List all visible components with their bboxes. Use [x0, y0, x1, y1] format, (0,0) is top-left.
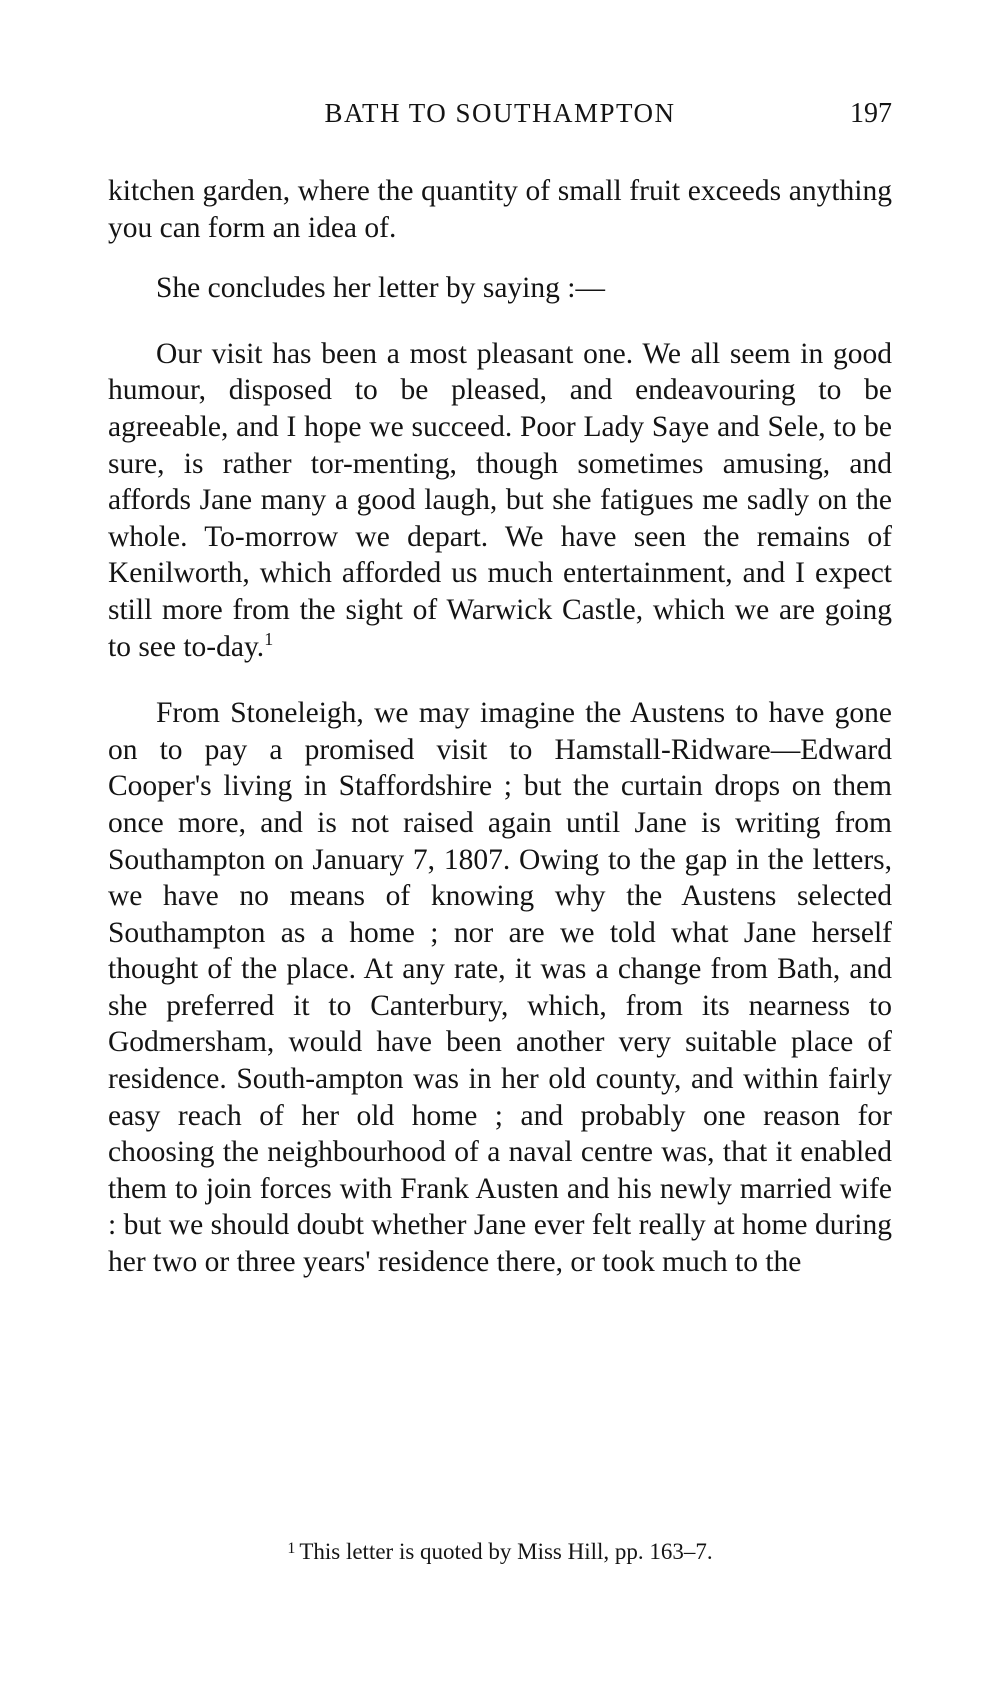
- running-title: BATH TO SOUTHAMPTON: [324, 98, 676, 128]
- paragraph-narrative: From Stoneleigh, we may imagine the Austens to have gone on to pay a promised visit to Hamstall-Ridware—Edward Cooper's living in Staffordshire ; but the curtain drops on them once more, and is not raised again until Jane is writing from Southampton on January 7, 1807. Owing to the gap in the letters, we have no means of knowing why the Austens selected Southampton as a home ; nor are we told what Jane herself thought of the place. At any rate, it was a change from Bath, and she preferred it to Canterbury, which, from its nearness to Godmersham, would have been another very suitable place of residence. South-ampton was in her old county, and within fairly easy reach of her old home ; and probably one reason for choosing the neighbourhood of a naval centre was, that it enabled them to join forces with Frank Austen and his newly married wife : but we should doubt whether Jane ever felt really at home during her two or three years' residence there, or took much to the: [108, 697, 892, 1279]
- paragraph-letter-quote: [108, 336, 892, 665]
- footnote-reference: 1: [264, 628, 274, 649]
- footnote-marker: 1: [287, 1540, 296, 1557]
- paragraph-intro-quote: She concludes her letter by saying :—: [156, 272, 605, 305]
- paragraph-continuation: kitchen garden, where the quantity of small fruit exceeds anything you can form an idea of.: [108, 175, 892, 244]
- footnote-text: This letter is quoted by Miss Hill, pp. 163–7.: [299, 1539, 713, 1564]
- footnote: [108, 1535, 892, 1566]
- letter-quote-text: Our visit has been a most pleasant one. We all seem in good humour, disposed to be pleased, and endeavouring to be agreeable, and I hope we succeed. Poor Lady Saye and Sele, to be sure, is rather tor-menting, though sometimes amusing, and affords Jane many a good laugh, but she fatigues me sadly on the whole. To-morrow we depart. We have seen the remains of Kenilworth, which afforded us much entertainment, and I expect still more from the sight of Warwick Castle, which we are going to see to-day.: [108, 337, 892, 663]
- body-text: [108, 173, 892, 1281]
- page-number: 197: [850, 98, 892, 129]
- running-head: [108, 98, 892, 138]
